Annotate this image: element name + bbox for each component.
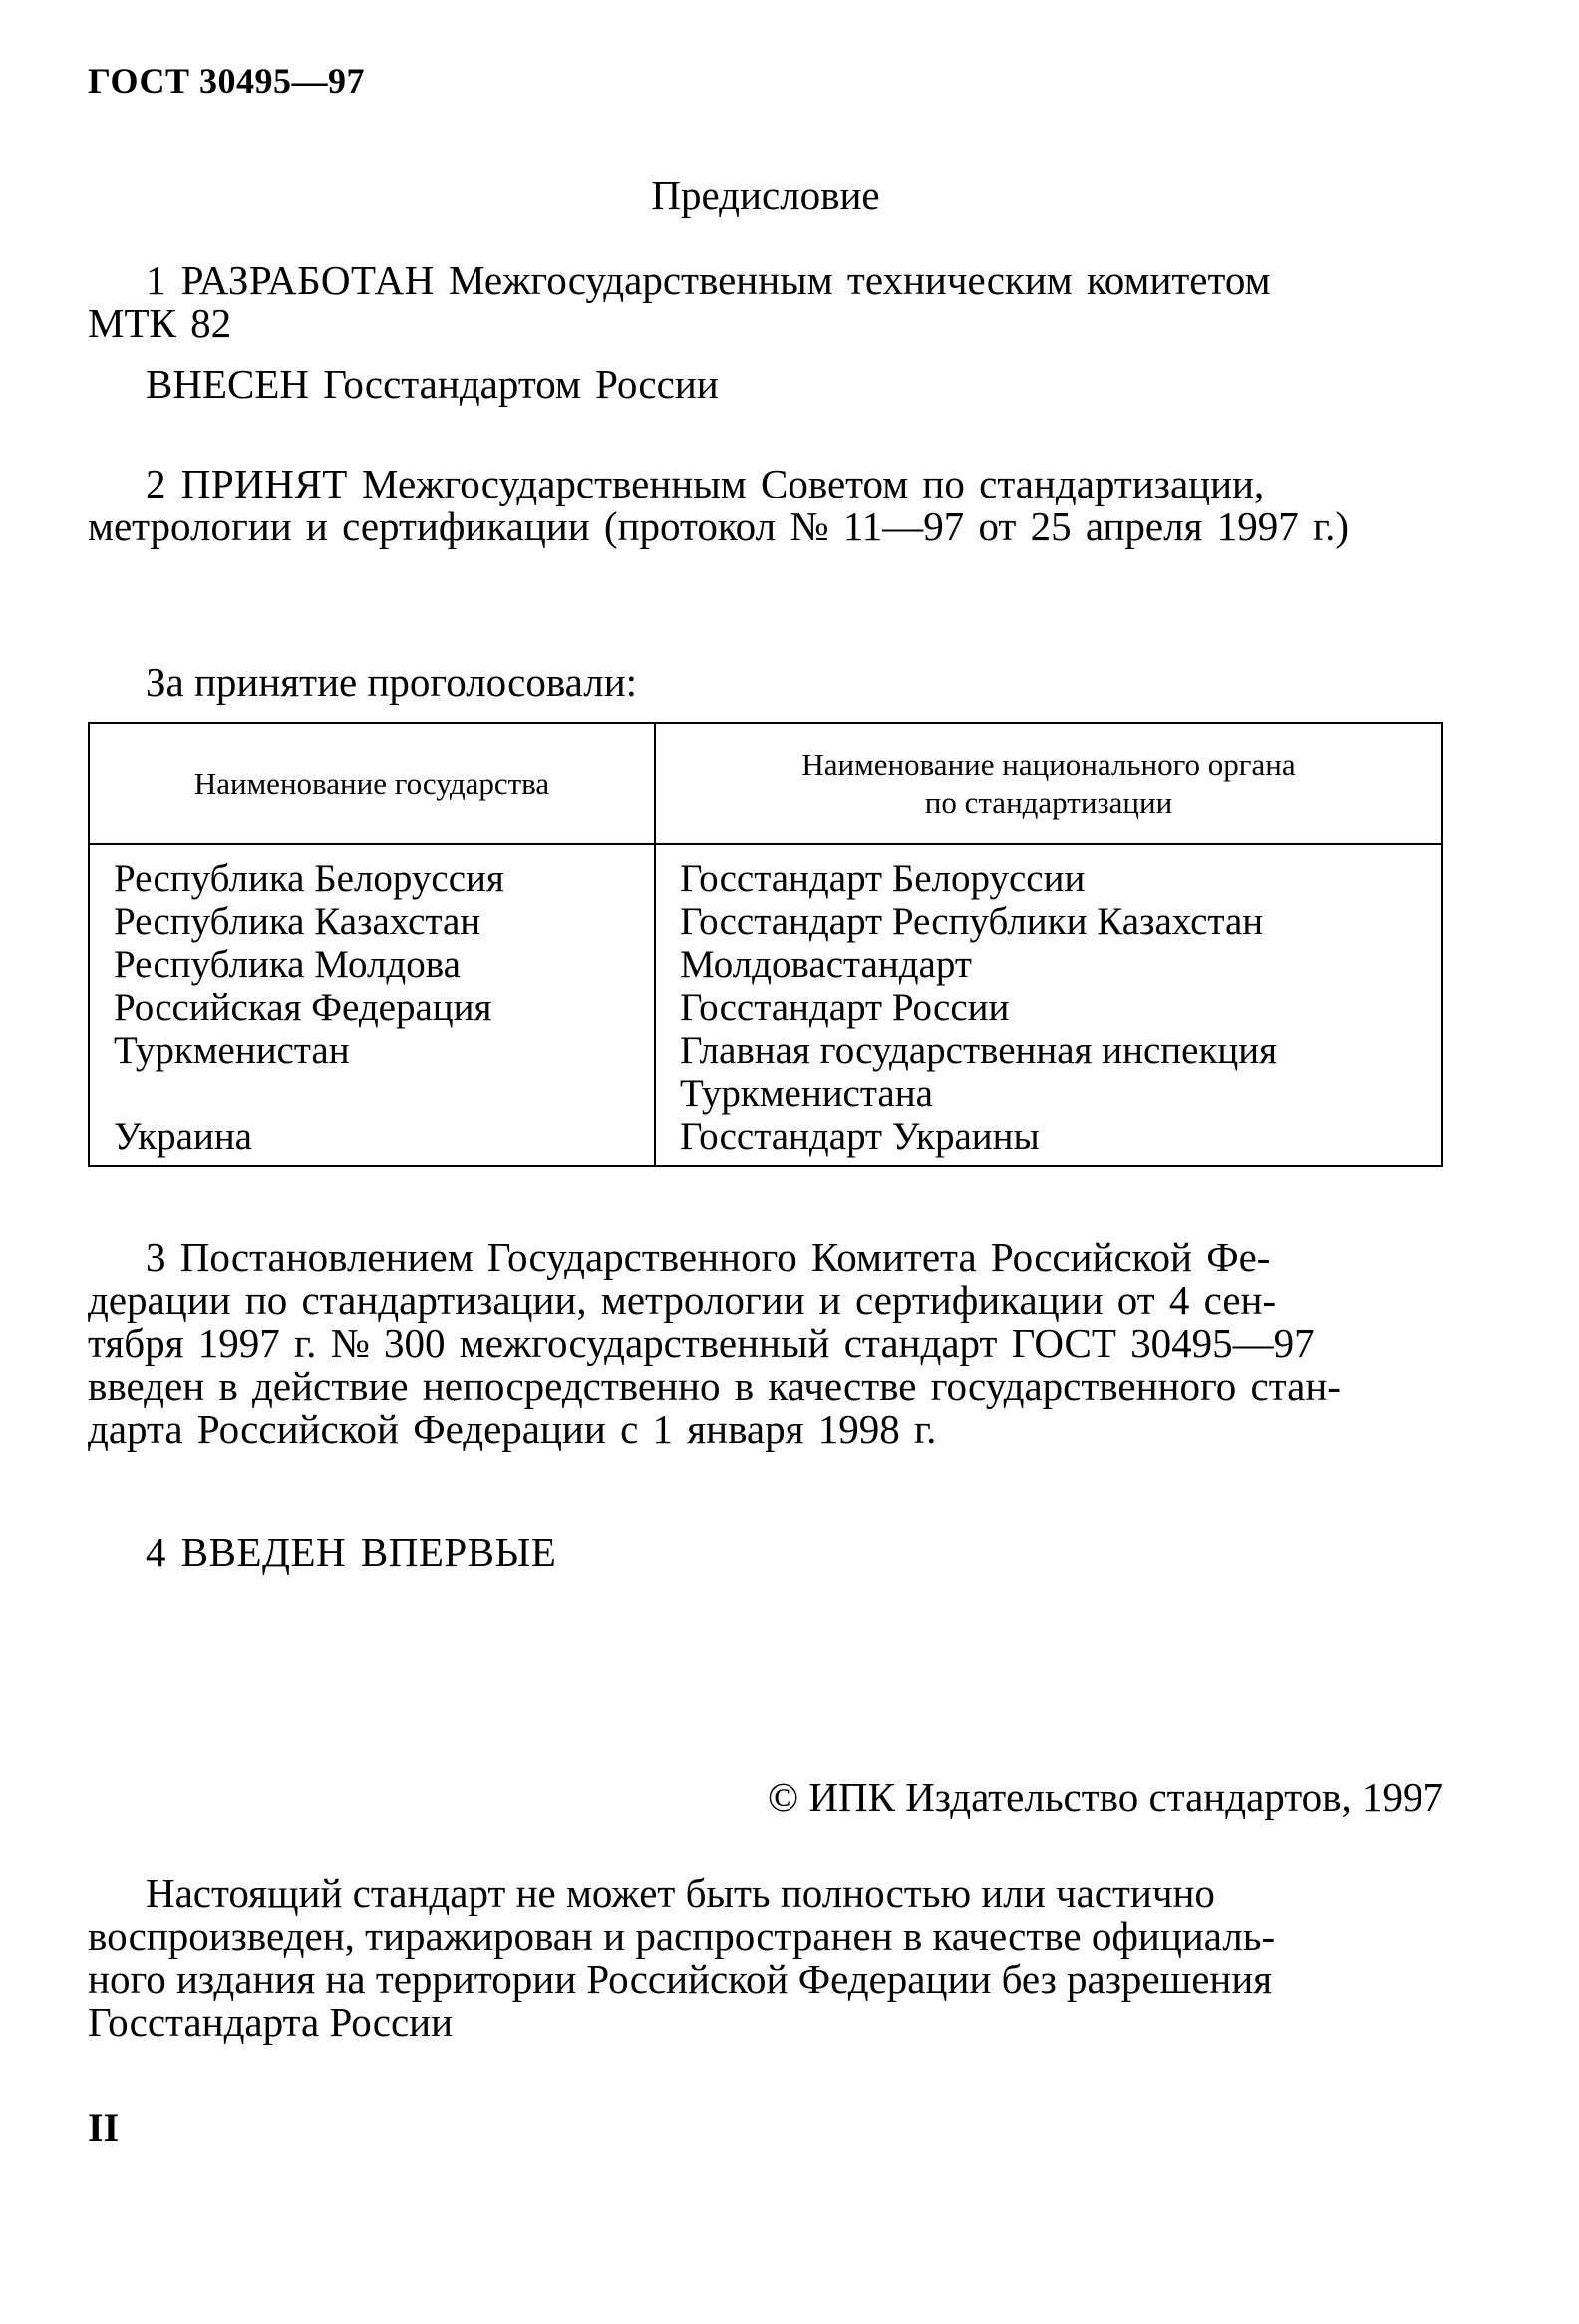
state-name: Республика Белоруссия bbox=[114, 857, 504, 900]
item-3-line-4: введен в действие непосредственно в качестве государственного стан- bbox=[88, 1363, 1341, 1409]
body-name: Главная государственная инспекция bbox=[680, 1029, 1278, 1072]
item-4-text: 4 ВВЕДЕН ВПЕРВЫЕ bbox=[146, 1529, 557, 1575]
introduced-text: Госстандартом России bbox=[323, 361, 719, 407]
preface-item-1 bbox=[88, 259, 1443, 345]
page-title: Предисловие bbox=[651, 172, 880, 218]
body-name: Госстандарт России bbox=[680, 986, 1010, 1029]
bodies-cell bbox=[655, 844, 1442, 1166]
preface-item-2 bbox=[88, 463, 1443, 548]
header-national-body bbox=[655, 723, 1442, 844]
states-cell bbox=[89, 844, 655, 1166]
body-name: Госстандарт Белоруссии bbox=[680, 857, 1086, 900]
notice-line-4: Госстандарта России bbox=[88, 1999, 454, 2045]
document-code: ГОСТ 30495—97 bbox=[88, 61, 365, 101]
notice-line-2: воспроизведен, тиражирован и распространен в качестве официаль- bbox=[88, 1913, 1276, 1959]
preface-introduced bbox=[88, 363, 1443, 406]
body-name: Госстандарт Украины bbox=[680, 1115, 1040, 1158]
body-name: Туркменистана bbox=[680, 1072, 933, 1115]
item-1-text: Межгосударственным техническим комитетом bbox=[448, 257, 1271, 303]
reproduction-notice bbox=[88, 1872, 1443, 2044]
notice-line-3: ного издания на территории Российской Федерации без разрешения bbox=[88, 1956, 1273, 2002]
state-name: Российская Федерация bbox=[114, 986, 492, 1029]
header-body-line-2: по стандартизации bbox=[924, 785, 1173, 820]
item-1-line-2: МТК 82 bbox=[88, 300, 232, 346]
state-name: Украина bbox=[114, 1115, 252, 1158]
table-row bbox=[89, 844, 1442, 1166]
state-name: Республика Молдова bbox=[114, 943, 461, 986]
state-name-blank bbox=[114, 1072, 630, 1115]
notice-line-1: Настоящий стандарт не может быть полностью или частично bbox=[146, 1870, 1215, 1916]
page-number: II bbox=[88, 2105, 120, 2150]
votes-label: За принятие проголосовали: bbox=[146, 659, 638, 705]
vote-table bbox=[88, 722, 1443, 1167]
preface-item-3 bbox=[88, 1236, 1443, 1451]
item-3-line-5: дарта Российской Федерации с 1 января 1998 г. bbox=[88, 1406, 937, 1452]
item-1-keyword: 1 РАЗРАБОТАН bbox=[146, 257, 435, 303]
item-3-line-3: тября 1997 г. № 300 межгосударственный стандарт ГОСТ 30495—97 bbox=[88, 1320, 1315, 1366]
copyright-notice: © ИПК Издательство стандартов, 1997 bbox=[767, 1774, 1443, 1820]
item-2-text: Межгосударственным Советом по стандартизации, bbox=[362, 461, 1265, 506]
preface-item-4 bbox=[88, 1531, 1443, 1574]
body-name: Госстандарт Республики Казахстан bbox=[680, 900, 1264, 943]
item-2-line-2: метрологии и сертификации (протокол № 11—97 от 25 апреля 1997 г.) bbox=[88, 503, 1350, 549]
state-name: Туркменистан bbox=[114, 1029, 350, 1072]
table-header-row bbox=[89, 723, 1442, 844]
state-name: Республика Казахстан bbox=[114, 900, 481, 943]
introduced-keyword: ВНЕСЕН bbox=[146, 361, 309, 407]
body-name: Молдовастандарт bbox=[680, 943, 972, 986]
header-body-line-1: Наименование национального органа bbox=[801, 747, 1296, 782]
item-3-line-1: 3 Постановлением Государственного Комитета Российской Фе- bbox=[146, 1234, 1271, 1280]
item-2-line-1 bbox=[88, 463, 1443, 505]
item-1-line-1 bbox=[88, 259, 1443, 302]
item-2-keyword: 2 ПРИНЯТ bbox=[146, 461, 348, 506]
item-3-line-2: дерации по стандартизации, метрологии и сертификации от 4 сен- bbox=[88, 1277, 1277, 1323]
introduced-line bbox=[88, 363, 1443, 406]
header-state: Наименование государства bbox=[89, 723, 655, 844]
